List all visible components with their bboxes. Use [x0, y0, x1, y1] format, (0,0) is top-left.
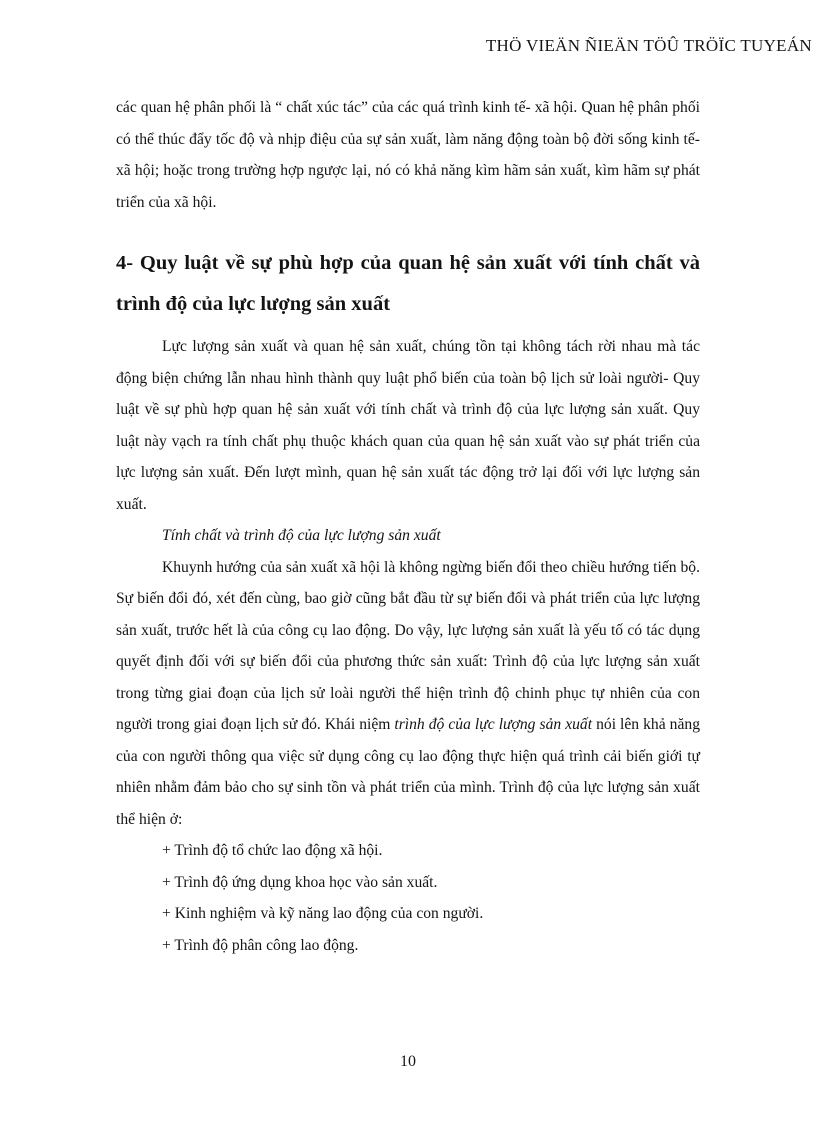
- paragraph-2-emphasis: trình độ của lực lượng sản xuất: [394, 716, 593, 733]
- page-header-title: THÖ VIEÄN ÑIEÄN TÖÛ TRÖÏC TUYEÁN: [485, 36, 812, 55]
- paragraph-2-text-end: nói lên khả năng của con người thông qua việc sử dụng công cụ lao động thực hiện quá trình cải biến giới tự nhiên nhằm đảm bảo cho sự sinh tồn và phát triển của mình. Trình độ của lực lượng sản xuất thể hiện ở:: [116, 716, 700, 828]
- intro-paragraph: các quan hệ phân phối là “ chất xúc tác” của các quá trình kinh tế- xã hội. Quan hệ phân phối có thể thúc đẩy tốc độ và nhịp điệu của sự sản xuất, làm năng động toàn bộ đời sống kinh tế- xã hội; hoặc trong trường hợp ngược lại, nó có khả năng kìm hãm sản xuất, kìm hãm sự phát triển của xã hội.: [116, 99, 700, 211]
- list-item: + Trình độ ứng dụng khoa học vào sản xuất.: [162, 873, 438, 891]
- list-item: + Kinh nghiệm và kỹ năng lao động của con người.: [162, 905, 484, 922]
- paragraph-2-text-start: Khuynh hướng của sản xuất xã hội là không ngừng biến đổi theo chiều hướng tiến bộ. Sự biến đổi đó, xét đến cùng, bao giờ cũng bắt đầu từ sự biến đổi và phát triển của lực lượng sản xuất, trước hết là của công cụ lao động. Do vậy, lực lượng sản xuất là yếu tố có tác dụng quyết định đối với sự biến đổi của phương thức sản xuất: Trình độ của lực lượng sản xuất trong từng giai đoạn của lịch sử loài người thể hiện trình độ chinh phục tự nhiên của con người trong giai đoạn lịch sử đó. Khái niệm: [116, 558, 700, 733]
- list-item: + Trình độ phân công lao động.: [162, 936, 359, 954]
- list-item: + Trình độ tổ chức lao động xã hội.: [162, 842, 383, 859]
- section-paragraph-2: [116, 552, 700, 836]
- levels-list: [116, 835, 700, 961]
- section-heading: 4- Quy luật về sự phù hợp của quan hệ sản xuất với tính chất và trình độ của lực lượng sản xuất: [116, 252, 700, 315]
- section-subheading: Tính chất và trình độ của lực lượng sản xuất: [162, 527, 441, 544]
- document-body: [116, 92, 700, 961]
- section-paragraph-1: Lực lượng sản xuất và quan hệ sản xuất, chúng tồn tại không tách rời nhau mà tác động biện chứng lẫn nhau hình thành quy luật phổ biến của toàn bộ lịch sử loài người- Quy luật về sự phù hợp quan hệ sản xuất với tính chất và trình độ của lực lượng sản xuất. Quy luật này vạch ra tính chất phụ thuộc khách quan của quan hệ sản xuất vào sự phát triển của lực lượng sản xuất. Đến lượt mình, quan hệ sản xuất tác động trở lại đối với lực lượng sản xuất.: [116, 338, 700, 513]
- page-number: 10: [400, 1053, 416, 1070]
